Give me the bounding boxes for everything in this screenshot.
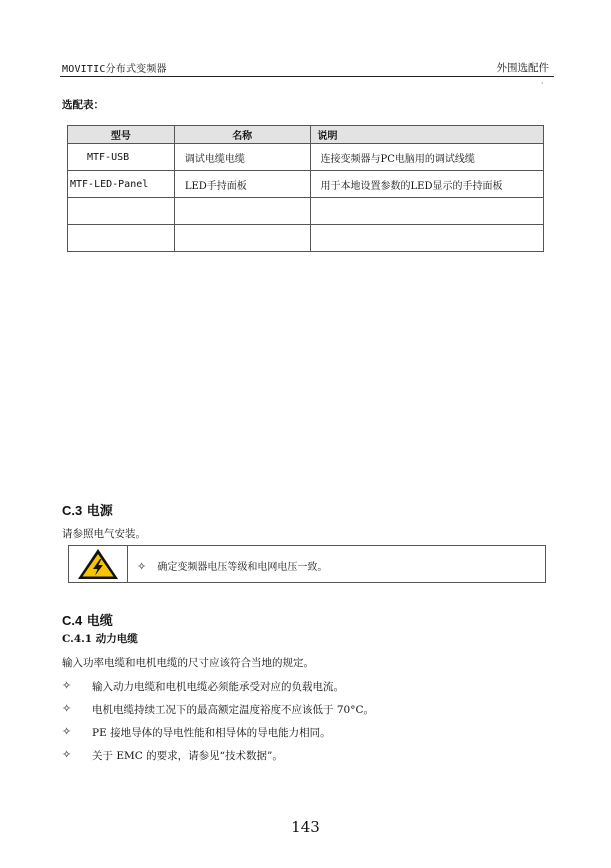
cell-description: 用于本地设置参数的LED显示的手持面板: [310, 171, 543, 198]
column-header-description: 说明: [310, 126, 543, 144]
table-row: [68, 144, 544, 171]
list-item-text: 电机电缆持续工况下的最高额定温度裕度不应该低于 70°C。: [92, 704, 374, 716]
cell-description: [310, 225, 543, 252]
list-item-text: PE 接地导体的导电性能和相导体的导电能力相同。: [92, 727, 331, 739]
warning-item: [137, 558, 327, 573]
cell-name: 调试电缆电缆: [174, 144, 310, 171]
bullet-diamond-icon: ✧: [62, 725, 72, 738]
section-title: 电源: [86, 504, 113, 519]
cell-model: [68, 225, 175, 252]
page-number: 143: [291, 818, 320, 836]
bullet-diamond-icon: ✧: [137, 560, 147, 573]
selection-table-title: 选配表：: [62, 99, 104, 111]
cell-name: [174, 198, 310, 225]
cell-model: MTF-LED-Panel: [68, 171, 175, 198]
table-row: [68, 225, 544, 252]
cell-description: 连接变频器与PC电脑用的调试线缆: [310, 144, 543, 171]
section-title: 电缆: [86, 614, 113, 629]
header-mark: ·: [541, 79, 544, 88]
bullet-diamond-icon: ✧: [62, 748, 72, 761]
cell-model: [68, 198, 175, 225]
warning-box: [68, 545, 546, 583]
cable-intro: 输入功率电缆和电机电缆的尺寸应该符合当地的规定。: [62, 657, 314, 669]
table-header-row: [68, 126, 544, 144]
cell-model: MTF-USB: [68, 144, 175, 171]
bullet-diamond-icon: ✧: [62, 702, 72, 715]
list-item-text: 输入动力电缆和电机电缆必须能承受对应的负载电流。: [92, 681, 344, 693]
cell-name: LED手持面板: [174, 171, 310, 198]
power-note: 请参照电气安装。: [62, 528, 146, 540]
column-header-name: 名称: [174, 126, 310, 144]
header-doc-title: MOVITIC分布式变频器: [62, 64, 167, 75]
cell-name: [174, 225, 310, 252]
warning-high-voltage-icon: [77, 548, 119, 580]
bullet-diamond-icon: ✧: [62, 679, 72, 692]
options-table: [67, 125, 544, 252]
cell-description: [310, 198, 543, 225]
section-number: C.3: [62, 503, 83, 518]
header-chapter-title: 外围选配件: [496, 62, 549, 74]
section-heading-power: [62, 500, 113, 519]
list-item-text: 关于 EMC 的要求，请参见“技术数据”。: [92, 750, 283, 762]
table-row: [68, 198, 544, 225]
table-row: [68, 171, 544, 198]
warning-text: 确定变频器电压等级和电网电压一致。: [157, 562, 328, 573]
subsection-heading-power-cable: C.4.1 动力电缆: [62, 633, 138, 645]
column-header-model: 型号: [68, 126, 175, 144]
warning-icon-cell: [69, 546, 128, 582]
header-rule: [60, 76, 554, 77]
section-heading-cables: [62, 610, 113, 629]
section-number: C.4: [62, 613, 83, 628]
